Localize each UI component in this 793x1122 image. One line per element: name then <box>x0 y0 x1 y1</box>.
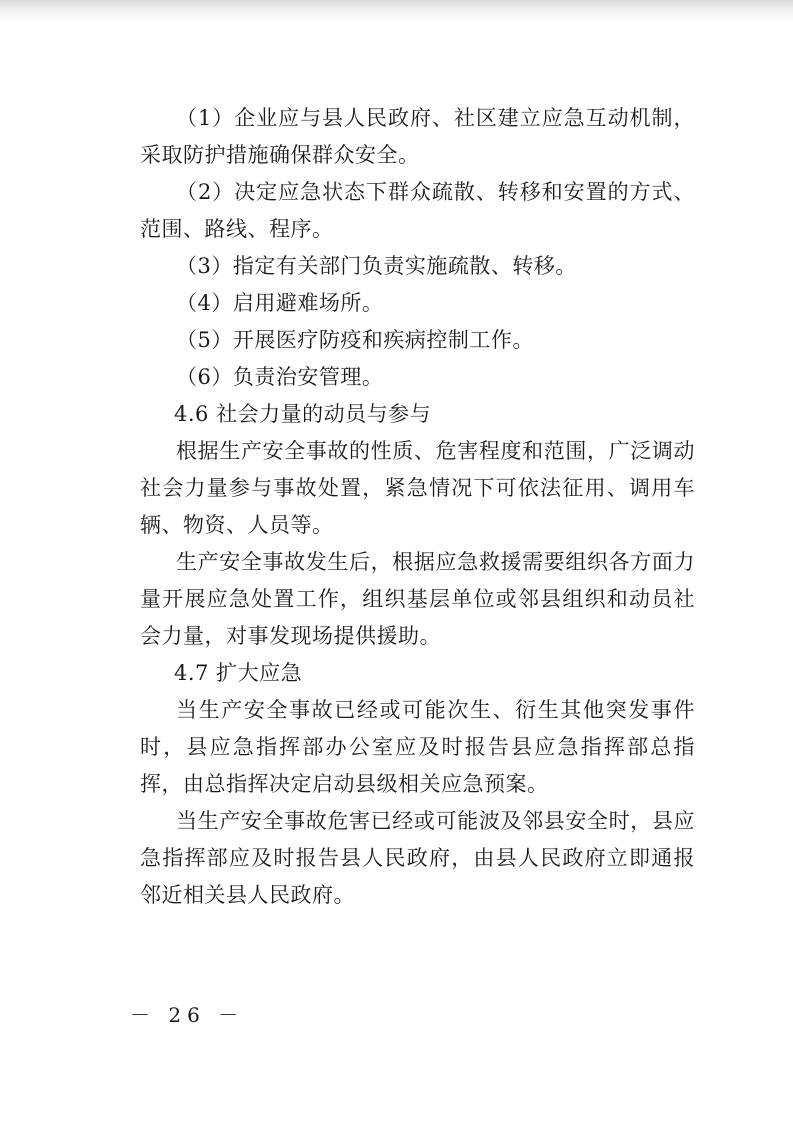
document-body <box>140 100 695 914</box>
paragraph-item-1: （1）企业应与县人民政府、社区建立应急互动机制，采取防护措施确保群众安全。 <box>140 106 695 167</box>
section-heading-4-7: 4.7 扩大应急 <box>174 661 303 685</box>
paragraph-item-4: （4）启用避难场所。 <box>176 291 384 315</box>
page-number: － 26 － <box>130 1003 245 1027</box>
paragraph-post-accident: 生产安全事故发生后，根据应急救援需要组织各方面力量开展应急处置工作，组织基层单位或邻县组织和动员社会力量，对事发现场提供援助。 <box>140 550 695 648</box>
scan-edge-shadow <box>0 0 793 22</box>
paragraph-item-5: （5）开展医疗防疫和疾病控制工作。 <box>176 328 534 352</box>
paragraph-secondary-events: 当生产安全事故已经或可能次生、衍生其他突发事件时，县应急指挥部办公室应及时报告县应急指挥部总指挥，由总指挥决定启动县级相关应急预案。 <box>140 698 695 796</box>
paragraph-social-forces: 根据生产安全事故的性质、危害程度和范围，广泛调动社会力量参与事故处置，紧急情况下可依法征用、调用车辆、物资、人员等。 <box>140 439 695 537</box>
paragraph-item-2: （2）决定应急状态下群众疏散、转移和安置的方式、范围、路线、程序。 <box>140 180 695 241</box>
section-heading-4-6: 4.6 社会力量的动员与参与 <box>174 402 432 426</box>
paragraph-neighbor-county: 当生产安全事故危害已经或可能波及邻县安全时，县应急指挥部应及时报告县人民政府，由县人民政府立即通报邻近相关县人民政府。 <box>140 809 695 907</box>
paragraph-item-6: （6）负责治安管理。 <box>176 365 384 389</box>
paragraph-item-3: （3）指定有关部门负责实施疏散、转移。 <box>176 254 577 278</box>
